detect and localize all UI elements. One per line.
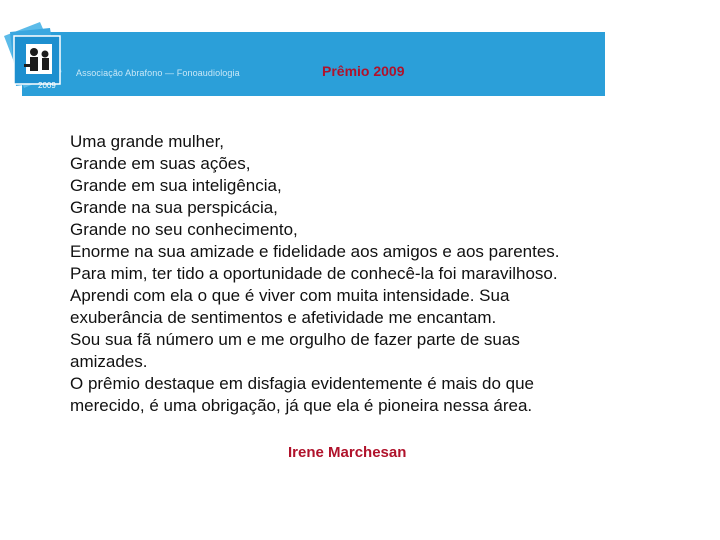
poem-line: Para mim, ter tido a oportunidade de conhecê-la foi maravilhoso. bbox=[70, 264, 558, 283]
header-bar bbox=[22, 32, 605, 96]
poem-line: merecido, é uma obrigação, já que ela é pioneira nessa área. bbox=[70, 396, 533, 415]
logo-year: 2009 bbox=[38, 81, 56, 90]
signature-name: Irene Marchesan bbox=[288, 444, 407, 461]
poem-line: Grande em sua inteligência, bbox=[70, 176, 282, 195]
poem-line: exuberância de sentimentos e afetividade me encantam. bbox=[70, 308, 497, 327]
poem-line: Sou sua fã número um e me orgulho de fazer parte de suas bbox=[70, 330, 520, 349]
poem-line: Aprendi com ela o que é viver com muita intensidade. Sua bbox=[70, 286, 510, 305]
poem-line: Enorme na sua amizade e fidelidade aos amigos e aos parentes. bbox=[70, 242, 560, 261]
poem-line: O prêmio destaque em disfagia evidentemente é mais do que bbox=[70, 374, 534, 393]
family-figures-icon bbox=[24, 44, 52, 74]
award-title: Prêmio 2009 bbox=[322, 63, 405, 79]
organization-name: Associação Abrafono — Fonoaudiologia bbox=[76, 68, 240, 78]
poem-text bbox=[70, 131, 670, 417]
poem-line: Uma grande mulher, bbox=[70, 132, 225, 151]
poem-line: Grande na sua perspicácia, bbox=[70, 198, 278, 217]
poem-line: amizades. bbox=[70, 352, 148, 371]
poem-line: Grande em suas ações, bbox=[70, 154, 251, 173]
logo-tiles bbox=[0, 14, 80, 114]
poem-line: Grande no seu conhecimento, bbox=[70, 220, 298, 239]
